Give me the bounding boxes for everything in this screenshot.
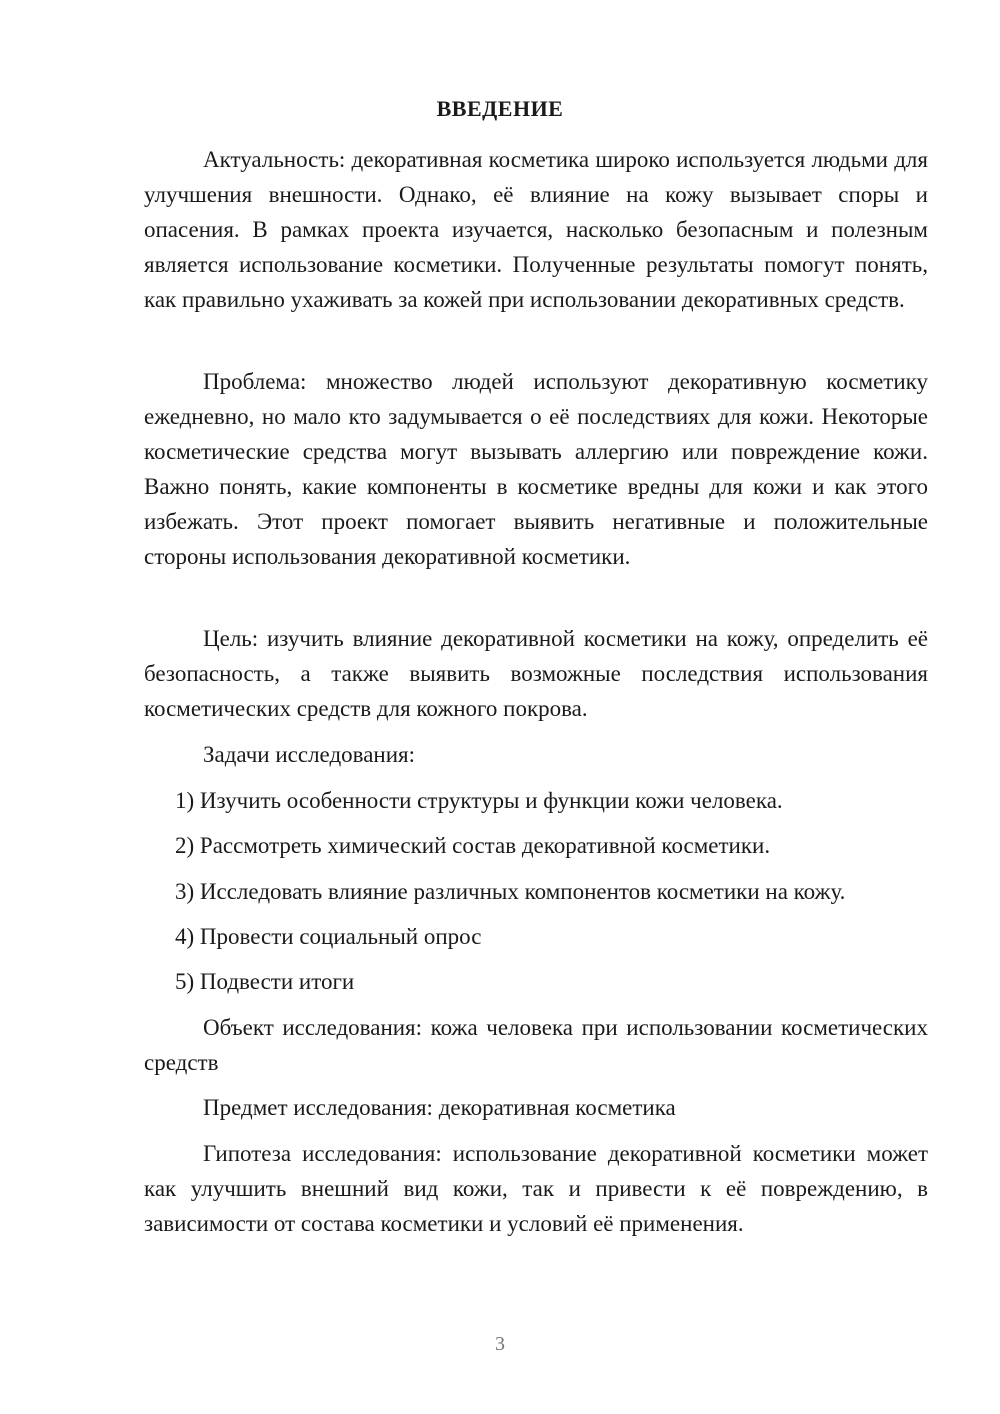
task-item-2: 2) Рассмотреть химический состав декоративной косметики. [175, 833, 771, 858]
task-item-1: 1) Изучить особенности структуры и функции кожи человека. [175, 788, 783, 813]
page-title: ВВЕДЕНИЕ [436, 96, 564, 121]
paragraph-problem: Проблема: множество людей используют декоративную косметику ежедневно, но мало кто задумывается о её последствиях для кожи. Некоторые косметические средства могут вызывать аллергию или повреждение кожи. Важно понять, какие компоненты в косметике вредны для кожи и как этого избежать. Этот проект помогает выявить негативные и положительные стороны использования декоративной косметики. [144, 369, 928, 569]
page-number: 3 [495, 1333, 505, 1355]
task-item-5: 5) Подвести итоги [175, 969, 355, 994]
paragraph-relevance: Актуальность: декоративная косметика широко используется людьми для улучшения внешности. Однако, её влияние на кожу вызывает споры и опасения. В рамках проекта изучается, насколько безопасным и полезным является использование косметики. Полученные результаты помогут понять, как правильно ухаживать за кожей при использовании декоративных средств. [144, 147, 928, 312]
tasks-title: Задачи исследования: [203, 742, 416, 767]
task-item-4: 4) Провести социальный опрос [175, 924, 482, 949]
task-item-3: 3) Исследовать влияние различных компонентов косметики на кожу. [175, 879, 846, 904]
paragraph-subject: Предмет исследования: декоративная косметика [203, 1095, 676, 1120]
paragraph-hypothesis: Гипотеза исследования: использование декоративной косметики может как улучшить внешний вид кожи, так и привести к её повреждению, в зависимости от состава косметики и условий её применения. [144, 1141, 928, 1236]
paragraph-goal: Цель: изучить влияние декоративной косметики на кожу, определить её безопасность, а также выявить возможные последствия использования косметических средств для кожного покрова. [144, 626, 928, 721]
paragraph-object: Объект исследования: кожа человека при использовании косметических средств [144, 1015, 928, 1075]
